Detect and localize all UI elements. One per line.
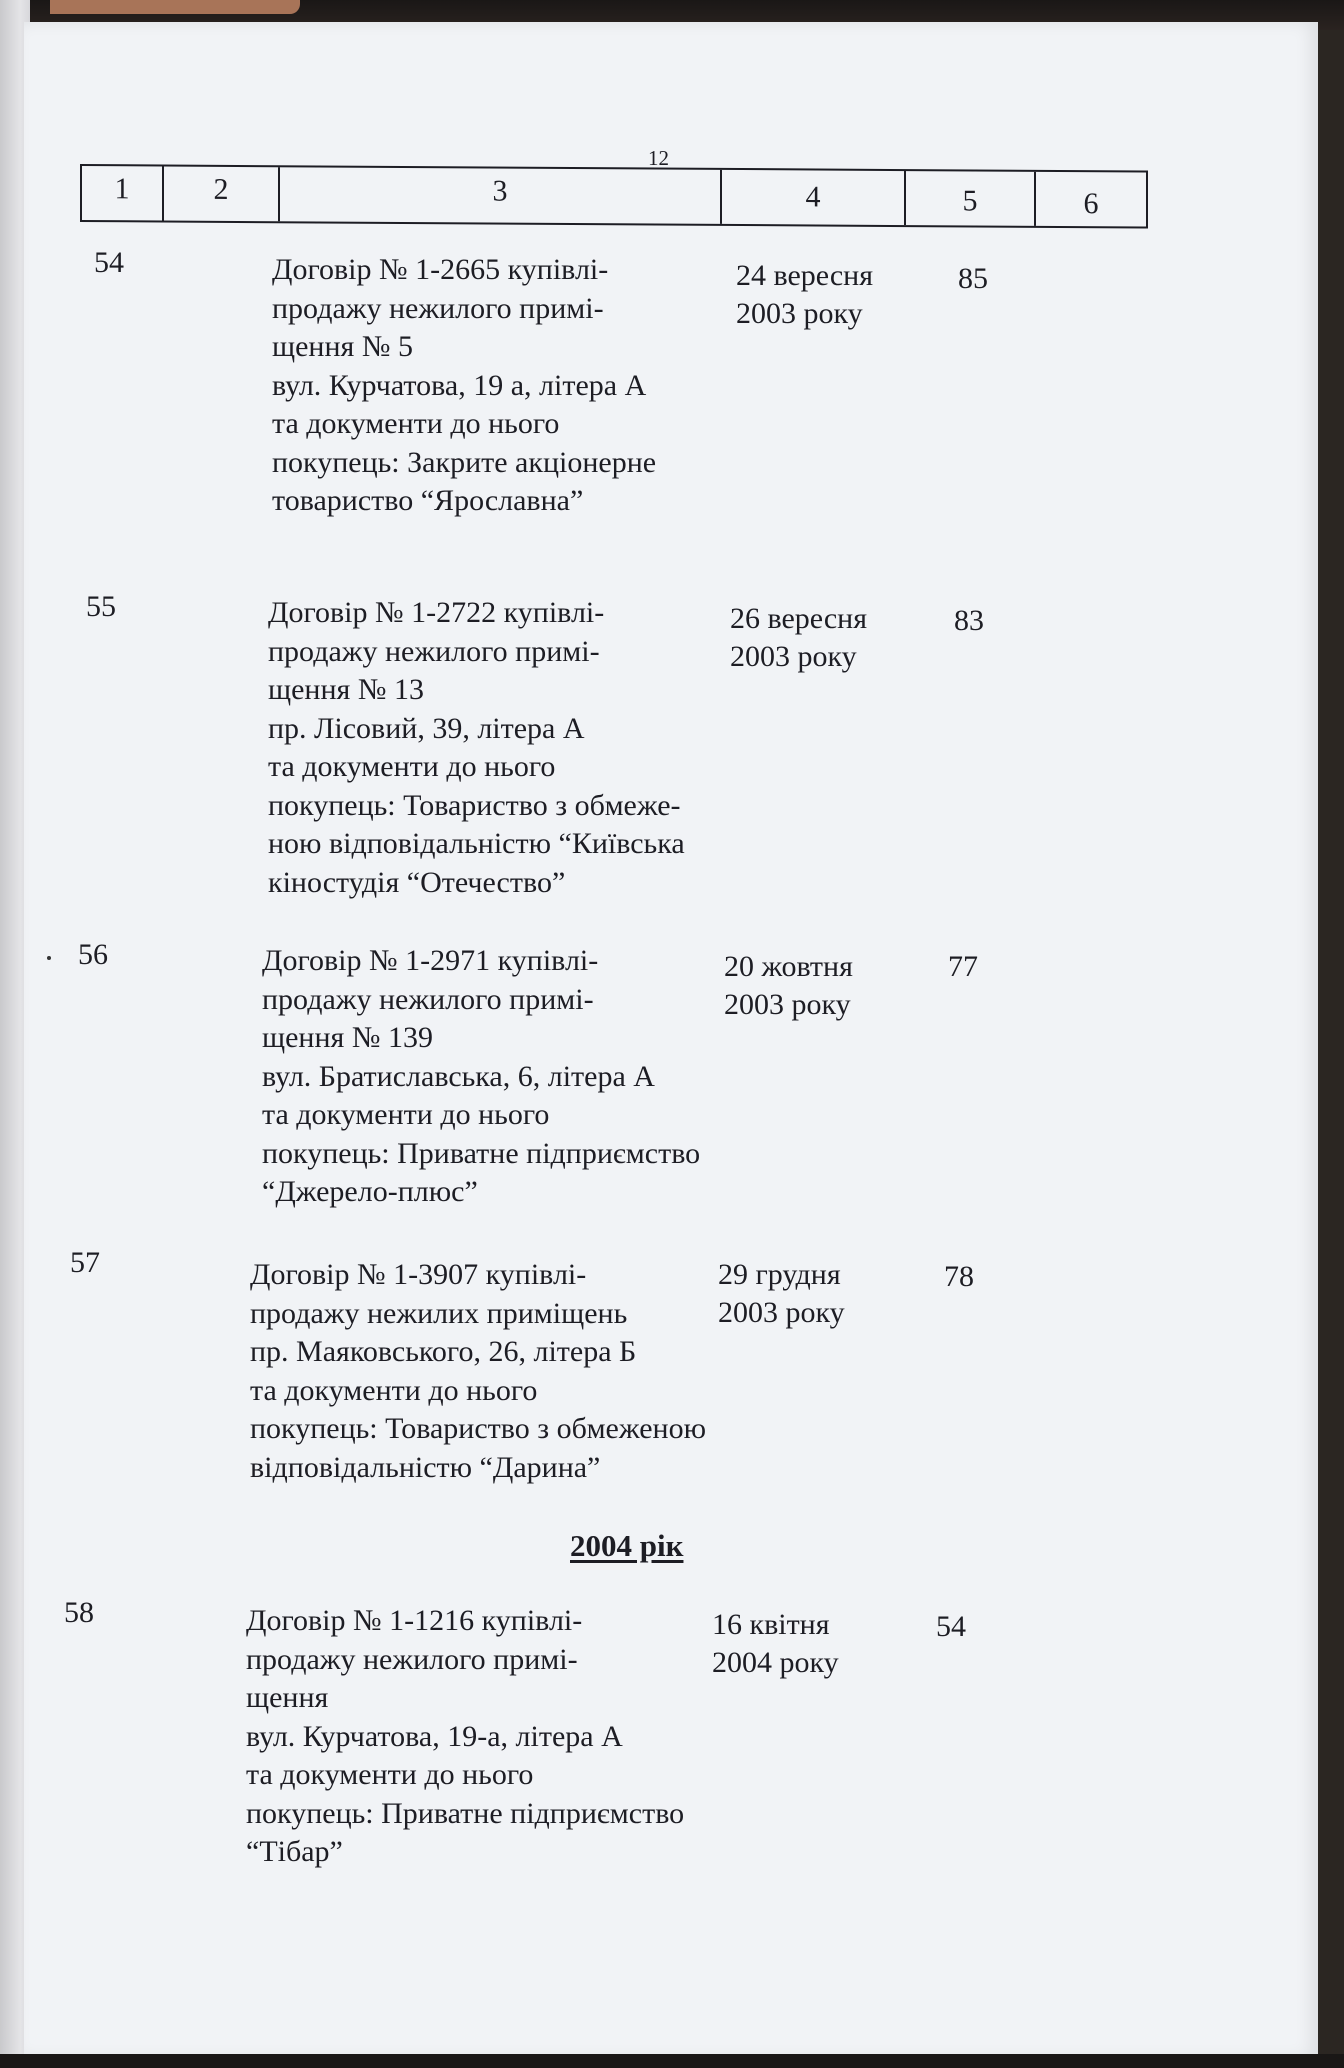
column-header-2: 2 (164, 167, 280, 222)
entry-date (724, 948, 853, 1024)
entry-number: 55 (86, 590, 116, 623)
entry-number: 56 (78, 938, 108, 971)
entry-description (250, 1256, 706, 1487)
entry-page-count: 85 (958, 262, 988, 295)
entry-line: та документи до нього (250, 1373, 538, 1407)
entry-description (272, 251, 656, 521)
entry-date-day: 16 квітня (712, 1608, 830, 1641)
entry-line: вул. Братиславська, 6, літера А (262, 1059, 655, 1093)
entry-line: та документи до нього (268, 750, 556, 783)
entry-line: продажу нежилого примі- (246, 1642, 578, 1676)
entry-number: 58 (64, 1596, 94, 1629)
entry-page-count: 83 (954, 604, 984, 637)
entry-line: пр. Лісовий, 39, літера А (268, 711, 585, 745)
entry-line: ною відповідальністю “Київська (268, 827, 685, 860)
entry-line: покупець: Товариство з обмеже- (268, 788, 681, 822)
entry-date (730, 600, 867, 676)
entry-line: щення № 5 (272, 330, 413, 363)
entry-date-year: 2004 року (712, 1646, 839, 1679)
entry-line: Договір № 1-3907 купівлі- (250, 1258, 587, 1291)
entry-line: покупець: Приватне підприємство (262, 1136, 701, 1170)
entry-date-year: 2003 року (730, 640, 857, 673)
entry-line: Договір № 1-1216 купівлі- (246, 1604, 583, 1637)
entry-number: 54 (94, 246, 124, 279)
entry-line: та документи до нього (272, 407, 560, 440)
entry-line: щення № 139 (262, 1021, 433, 1054)
book-cover-bottom (0, 2054, 1344, 2068)
entry-line: продажу нежилого примі- (268, 634, 600, 668)
entry-line: продажу нежилого примі- (262, 982, 594, 1016)
entry-line: щення № 13 (268, 673, 424, 706)
entry-line: кіностудія “Отечество” (268, 865, 566, 899)
entry-line: покупець: Закрите акціонерне (272, 445, 657, 479)
year-heading: 2004 рік (570, 1528, 684, 1563)
entry-line: продажу нежилого примі- (272, 291, 604, 325)
entry-line: Договір № 1-2665 купівлі- (272, 253, 609, 286)
entry-line: покупець: Товариство з обмеженою (250, 1412, 706, 1445)
entry-line: вул. Курчатова, 19-а, літера А (246, 1719, 623, 1753)
entry-date-year: 2003 року (736, 297, 863, 330)
entry-date-day: 29 грудня (718, 1258, 841, 1291)
entry-date-day: 26 вересня (730, 602, 868, 635)
entry-date (712, 1606, 839, 1682)
entry-page-count: 77 (948, 950, 978, 983)
column-header-3: 3 (280, 167, 722, 224)
entry-date-day: 20 жовтня (724, 950, 853, 983)
stray-mark (47, 956, 51, 960)
entry-line: та документи до нього (246, 1758, 534, 1791)
entry-date (736, 257, 873, 333)
cover-torn-edge (50, 0, 300, 14)
entry-page-count: 54 (936, 1610, 966, 1643)
entry-page-count: 78 (944, 1260, 974, 1293)
entry-date (718, 1256, 845, 1332)
entry-line: пр. Маяковського, 26, літера Б (250, 1335, 637, 1368)
entry-line: та документи до нього (262, 1098, 550, 1131)
entry-number: 57 (70, 1246, 100, 1279)
entry-line: Договір № 1-2971 купівлі- (262, 944, 599, 977)
entry-line: “Тібар” (246, 1835, 343, 1868)
entry-line: Договір № 1-2722 купівлі- (268, 596, 605, 629)
entry-line: продажу нежилих приміщень (250, 1296, 628, 1330)
entry-line: щення (246, 1681, 329, 1714)
entry-description (268, 594, 685, 902)
entry-date-year: 2003 року (724, 988, 851, 1021)
entry-date-day: 24 вересня (736, 259, 874, 292)
entry-line: товариство “Ярославна” (272, 484, 584, 517)
entry-line: покупець: Приватне підприємство (246, 1796, 685, 1830)
column-header-4: 4 (722, 170, 906, 225)
column-header-1: 1 (82, 166, 164, 221)
entry-line: відповідальністю “Дарина” (250, 1450, 601, 1484)
entry-line: вул. Курчатова, 19 а, літера А (272, 368, 647, 402)
column-header-table (80, 164, 1148, 229)
column-header-5: 5 (906, 171, 1036, 226)
page-number: 12 (648, 146, 669, 170)
entry-date-year: 2003 року (718, 1296, 845, 1329)
entry-description (246, 1602, 684, 1872)
entry-line: “Джерело-плюс” (262, 1175, 478, 1208)
entry-description (262, 942, 700, 1212)
column-header-6: 6 (1083, 187, 1099, 221)
